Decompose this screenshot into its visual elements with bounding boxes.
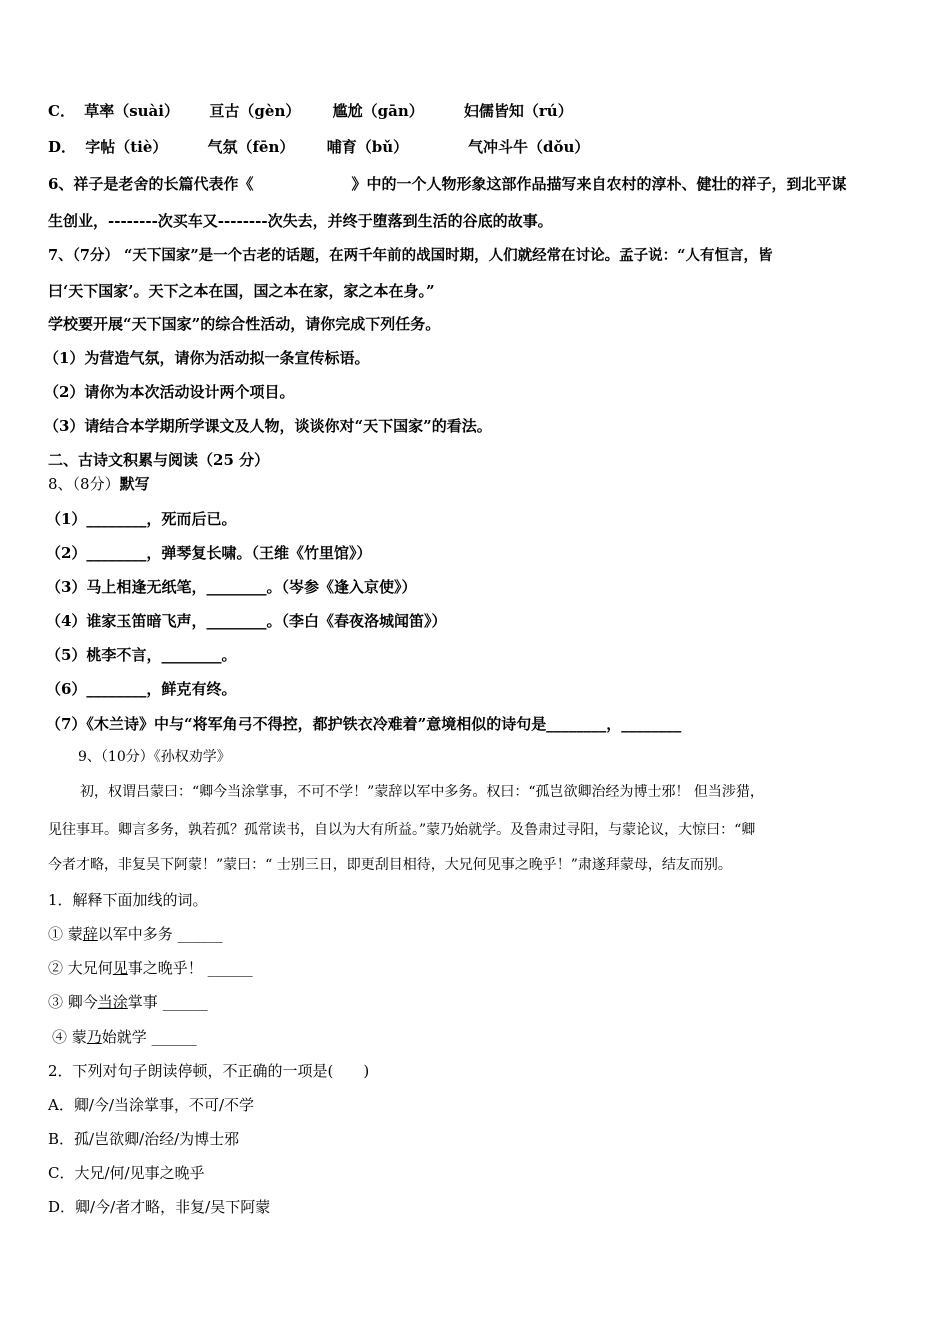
q7-line-1: 7、（7分） “天下国家”是一个古老的话题，在两千年前的战国时期，人们就经常在讨论。孟子说：“人有恒言，皆	[48, 247, 773, 264]
q9-sub2-option-c: C．大兄/何/见事之晚乎	[48, 1164, 205, 1182]
q7-task-3: （3）请结合本学期所学课文及人物，谈谈你对“天下国家”的看法。	[44, 417, 492, 435]
q6-part-1: 6、祥子是老舍的长篇代表作《	[48, 175, 254, 193]
q7-task-2: （2）请你为本次活动设计两个项目。	[44, 383, 295, 401]
q7-line-2: 曰‘天下国家’。天下之本在国，国之本在家，家之本在身。”	[48, 282, 435, 300]
option-c-label: C．	[48, 102, 75, 120]
sub1-item-1-underlined: 辞	[82, 925, 98, 943]
q7-line-3: 学校要开展“天下国家”的综合性活动，请你完成下列任务。	[48, 315, 441, 333]
q9-sub1-item-1	[48, 924, 223, 944]
option-c-item-4: 妇儒皆知（rú）	[463, 102, 573, 120]
q8-item-2: （2）________，弹琴复长啸。（王维《竹里馆》）	[46, 544, 372, 562]
option-d-item-4: 气冲斗牛（dǒu）	[467, 138, 590, 156]
option-c-item-2: 亘古（gèn）	[209, 102, 301, 120]
q9-title: 9、（10分）《孙权劝学》	[78, 749, 231, 765]
q8-title	[48, 474, 150, 494]
q8-title-word: 默写	[119, 475, 150, 493]
option-d-item-2: 气氛（fēn）	[207, 138, 295, 156]
q9-sub1-title: 1．解释下面加线的词。	[48, 891, 208, 909]
q9-sub2-option-a: A．卿/今/当涂掌事，不可/不学	[48, 1096, 254, 1114]
q9-sub2-option-d: D．卿/今/者才略，非复/吴下阿蒙	[48, 1198, 271, 1216]
q8-item-4: （4）谁家玉笛暗飞声，________。（李白《春夜洛城闻笛》）	[46, 612, 447, 630]
q8-title-prefix: 8、（8分）	[48, 475, 120, 493]
sub1-item-2-pre: ② 大兄何	[48, 959, 113, 977]
q7-task-1: （1）为营造气氛，请你为活动拟一条宣传标语。	[44, 349, 370, 367]
sub1-item-3-post: 掌事 ______	[127, 993, 208, 1011]
option-d-item-3: 哺育（bǔ）	[326, 138, 409, 156]
q9-passage-line-1: 初，权谓吕蒙曰：“卿今当涂掌事，不可不学！”蒙辞以军中多务。权曰：“孤岂欲卿治经为博士邪！ 但当涉猎，	[80, 784, 764, 800]
sub1-item-4-underlined: 乃	[86, 1028, 102, 1046]
q8-item-5: （5）桃李不言，________。	[46, 646, 237, 664]
q9-sub2-option-b: B．孤/岂欲卿/治经/为博士邪	[48, 1130, 240, 1148]
q6-line-2: 生创业，--------次买车又--------次失去，并终于堕落到生活的谷底的故事。	[48, 212, 553, 230]
option-c-item-1: 草率（suài）	[84, 102, 179, 120]
sub1-item-4-pre: ④ 蒙	[52, 1028, 87, 1046]
sub1-item-3-underlined: 当涂	[97, 993, 128, 1011]
q9-sub2-title: 2．下列对句子朗读停顿，不正确的一项是( )	[48, 1062, 370, 1080]
option-c-item-3: 尴尬（gān）	[332, 102, 424, 120]
sub1-item-1-pre: ① 蒙	[48, 925, 83, 943]
sub1-item-1-post: 以军中多务 ______	[97, 925, 223, 943]
section-2-heading: 二、古诗文积累与阅读（25 分）	[48, 451, 270, 469]
option-d-item-1: 字帖（tiè）	[85, 138, 168, 156]
q6-line-1	[48, 174, 846, 194]
q8-item-6: （6）________，鲜克有终。	[46, 680, 237, 698]
q8-item-3: （3）马上相逢无纸笔，________。（岑参《逢入京使》）	[46, 578, 417, 596]
option-d-label: D．	[48, 138, 77, 156]
option-d-row	[48, 137, 589, 157]
q8-item-1: （1）________，死而后已。	[46, 510, 237, 528]
q9-passage-line-3: 今者才略，非复吴下阿蒙！”蒙曰：“ 士别三日，即更刮目相待，大兄何见事之晚乎！”肃遂拜蒙母，结友而别。	[48, 857, 732, 873]
q6-part-2: 》中的一个人物形象这部作品描写来自农村的淳朴、健壮的祥子，到北平谋	[351, 175, 847, 193]
q9-passage-line-2: 见往事耳。卿言多务，孰若孤？孤常读书，自以为大有所益。”蒙乃始就学。及鲁肃过寻阳，与蒙论议，大惊曰：“卿	[48, 822, 756, 838]
sub1-item-2-underlined: 见	[112, 959, 128, 977]
sub1-item-2-post: 事之晚乎！ ______	[127, 959, 253, 977]
option-c-row	[48, 101, 573, 121]
q9-sub1-item-3	[48, 992, 208, 1012]
sub1-item-3-pre: ③ 卿今	[48, 993, 98, 1011]
q9-sub1-item-4	[52, 1027, 197, 1047]
sub1-item-4-post: 始就学 ______	[101, 1028, 197, 1046]
q9-sub1-item-2	[48, 958, 253, 978]
q8-item-7: （7）《木兰诗》中与“将军角弓不得控，都护铁衣冷难着”意境相似的诗句是________，________	[46, 715, 682, 733]
